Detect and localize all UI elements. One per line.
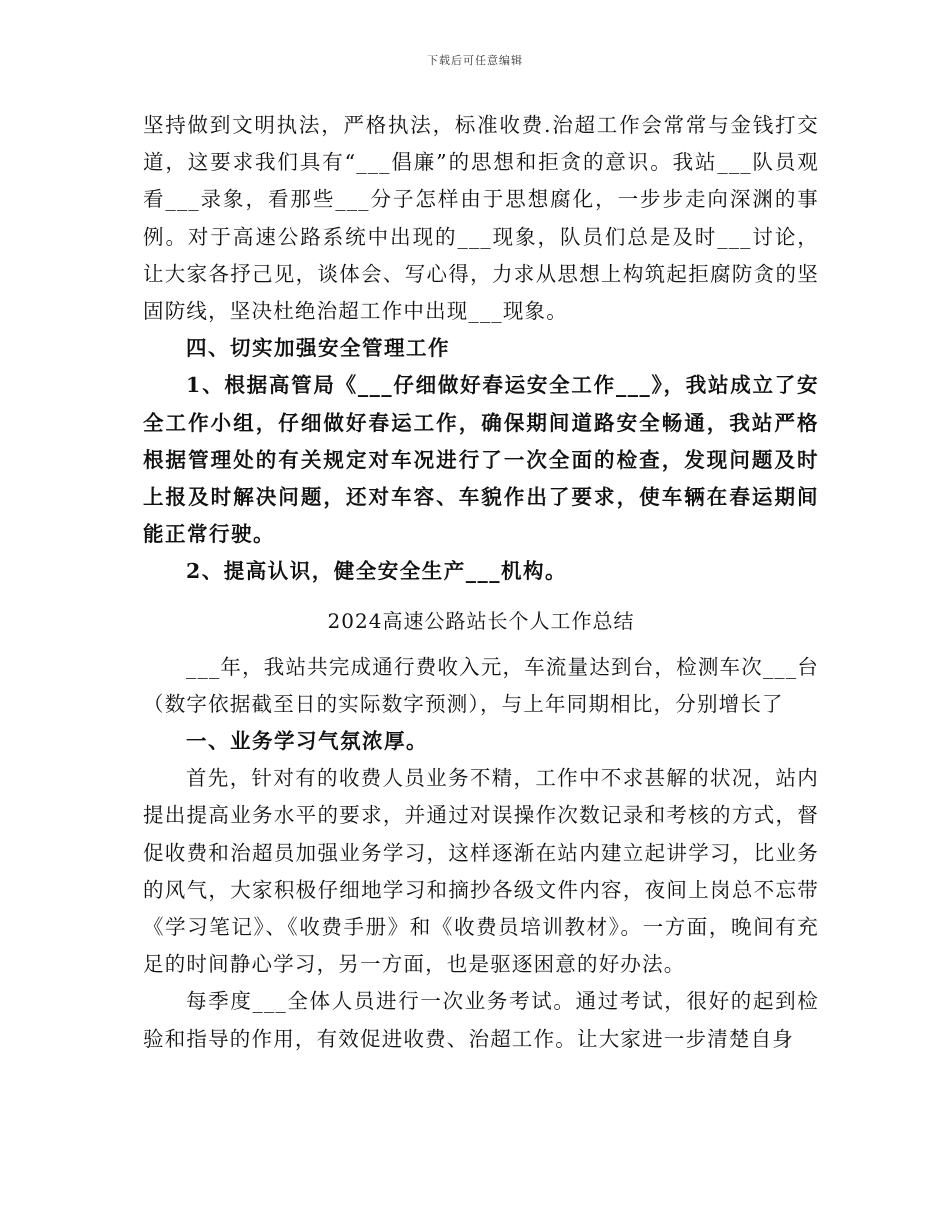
document-body (143, 107, 819, 1058)
document-title: 2024高速公路站长个人工作总结 (327, 608, 635, 633)
paragraph-safety-organization: 2、提高认识，健全安全生产___机构。 (186, 559, 568, 584)
page-header: 下载后可任意编辑 (427, 54, 523, 67)
paragraph-law-enforcement: 坚持做到文明执法，严格执法，标准收费.治超工作会常常与金钱打交道，这要求我们具有“___倡廉”的思想和拒贪的意识。我站___队员观看___录象，看那些___分子怎样由于思想腐化，一步步走向深渊的事例。对于高速公路系统中出现的___现象，队员们总是及时___讨论，让大家各抒己见，谈体会、写心得，力求从思想上构筑起拒腐防贪的坚固防线，坚决杜绝治超工作中出现___现象。 (143, 113, 819, 324)
section-heading-study: 一、业务学习气氛浓厚。 (186, 729, 429, 754)
section-heading-safety: 四、切实加强安全管理工作 (186, 336, 451, 361)
paragraph-annual-summary: ___年，我站共完成通行费收入元，车流量达到台，检测车次___台（数字依据截至日的实际数字预测），与上年同期相比，分别增长了 (143, 654, 819, 716)
paragraph-spring-transport: 1、根据高管局《___仔细做好春运安全工作___》，我站成立了安全工作小组，仔细做好春运工作，确保期间道路安全畅通，我站严格根据管理处的有关规定对车况进行了一次全面的检查，发现问题及时上报及时解决问题，还对车容、车貌作出了要求，使车辆在春运期间能正常行驶。 (143, 373, 819, 547)
paragraph-quarterly-exam: 每季度___全体人员进行一次业务考试。通过考试，很好的起到检验和指导的作用，有效促进收费、治超工作。让大家进一步清楚自身 (143, 989, 819, 1051)
paragraph-study-atmosphere: 首先，针对有的收费人员业务不精，工作中不求甚解的状况，站内提出提高业务水平的要求，并通过对误操作次数记录和考核的方式，督促收费和治超员加强业务学习，这样逐渐在站内建立起讲学习，比业务的风气，大家积极仔细地学习和摘抄各级文件内容，夜间上岗总不忘带《学习笔记》、《收费手册》和《收费员培训教材》。一方面，晚间有充足的时间静心学习，另一方面，也是驱逐困意的好办法。 (143, 766, 819, 977)
